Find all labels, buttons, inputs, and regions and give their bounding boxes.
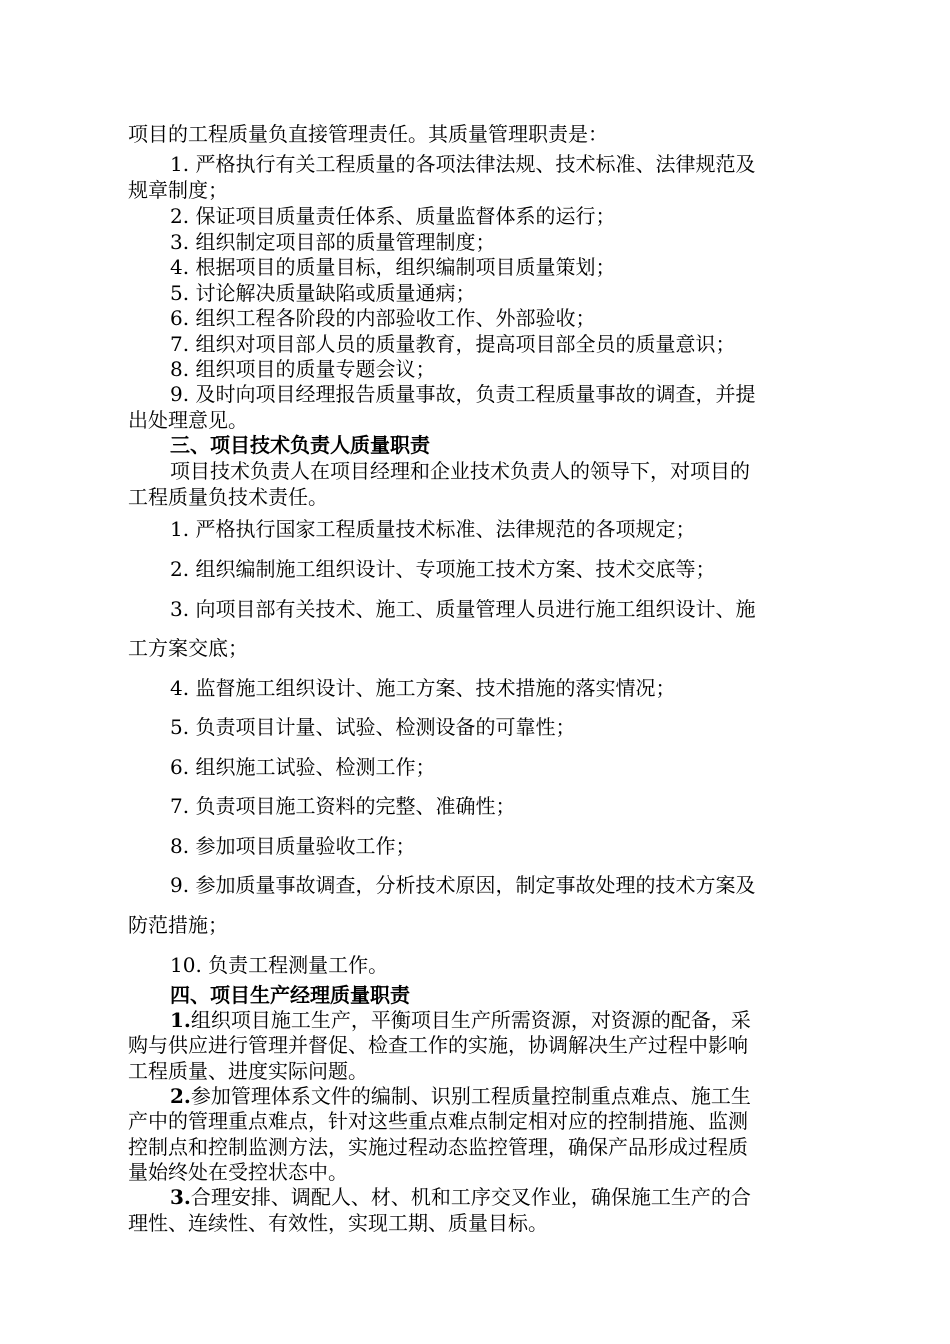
paragraph-line: 量始终处在受控状态中。 (128, 1160, 348, 1184)
list-item: 9. 参加质量事故调查，分析技术原因，制定事故处理的技术方案及 (170, 873, 756, 897)
list-item: 3. 向项目部有关技术、施工、质量管理人员进行施工组织设计、施 (170, 597, 756, 621)
list-item-continuation: 工方案交底； (128, 636, 248, 660)
list-item: 9. 及时向项目经理报告质量事故，负责工程质量事故的调查，并提 (170, 382, 756, 406)
paragraph-line: 控制点和控制监测方法，实施过程动态监控管理，确保产品形成过程质 (128, 1135, 748, 1159)
list-item: 1. 严格执行国家工程质量技术标准、法律规范的各项规定； (170, 517, 696, 541)
intro-line: 项目的工程质量负直接管理责任。其质量管理职责是： (128, 122, 608, 146)
paragraph-text: 参加管理体系文件的编制、识别工程质量控制重点难点、施工生 (190, 1084, 751, 1108)
list-item: 4. 监督施工组织设计、施工方案、技术措施的落实情况； (170, 676, 676, 700)
list-item: 7. 负责项目施工资料的完整、准确性； (170, 794, 516, 818)
list-item: 5. 负责项目计量、试验、检测设备的可靠性； (170, 715, 576, 739)
list-item: 5. 讨论解决质量缺陷或质量通病； (170, 281, 476, 305)
section-heading: 四、项目生产经理质量职责 (170, 983, 410, 1007)
paragraph-line: 项目技术负责人在项目经理和企业技术负责人的领导下，对项目的 (170, 459, 750, 483)
list-item-continuation: 出处理意见。 (128, 408, 248, 432)
list-item: 6. 组织工程各阶段的内部验收工作、外部验收； (170, 306, 596, 330)
paragraph-text: 组织项目施工生产，平衡项目生产所需资源，对资源的配备，采 (190, 1008, 751, 1032)
list-item: 2. 组织编制施工组织设计、专项施工技术方案、技术交底等； (170, 557, 716, 581)
list-item: 1. 严格执行有关工程质量的各项法律法规、技术标准、法律规范及 (170, 152, 756, 176)
paragraph-number: 3. (170, 1185, 191, 1209)
list-item: 8. 组织项目的质量专题会议； (170, 357, 436, 381)
paragraph-line: 产中的管理重点难点，针对这些重点难点制定相对应的控制措施、监测 (128, 1109, 748, 1133)
paragraph-line (170, 1083, 751, 1109)
section-heading: 三、项目技术负责人质量职责 (170, 433, 430, 457)
paragraph-line: 工程质量、进度实际问题。 (128, 1059, 368, 1083)
list-item: 6. 组织施工试验、检测工作； (170, 755, 436, 779)
list-item: 4. 根据项目的质量目标，组织编制项目质量策划； (170, 255, 616, 279)
paragraph-number: 1. (170, 1008, 191, 1032)
paragraph-line (170, 1184, 751, 1210)
list-item: 2. 保证项目质量责任体系、质量监督体系的运行； (170, 204, 616, 228)
paragraph-text: 合理安排、调配人、材、机和工序交叉作业，确保施工生产的合 (190, 1185, 751, 1209)
list-item: 3. 组织制定项目部的质量管理制度； (170, 230, 496, 254)
paragraph-line: 理性、连续性、有效性，实现工期、质量目标。 (128, 1211, 548, 1235)
paragraph-line: 工程质量负技术责任。 (128, 485, 328, 509)
paragraph-number: 2. (170, 1084, 191, 1108)
list-item-continuation: 规章制度； (128, 178, 228, 202)
list-item: 7. 组织对项目部人员的质量教育，提高项目部全员的质量意识； (170, 332, 736, 356)
list-item: 10. 负责工程测量工作。 (170, 953, 389, 977)
paragraph-line: 购与供应进行管理并督促、检查工作的实施，协调解决生产过程中影响 (128, 1033, 748, 1057)
list-item-continuation: 防范措施； (128, 913, 228, 937)
paragraph-line (170, 1007, 751, 1033)
list-item: 8. 参加项目质量验收工作； (170, 834, 416, 858)
